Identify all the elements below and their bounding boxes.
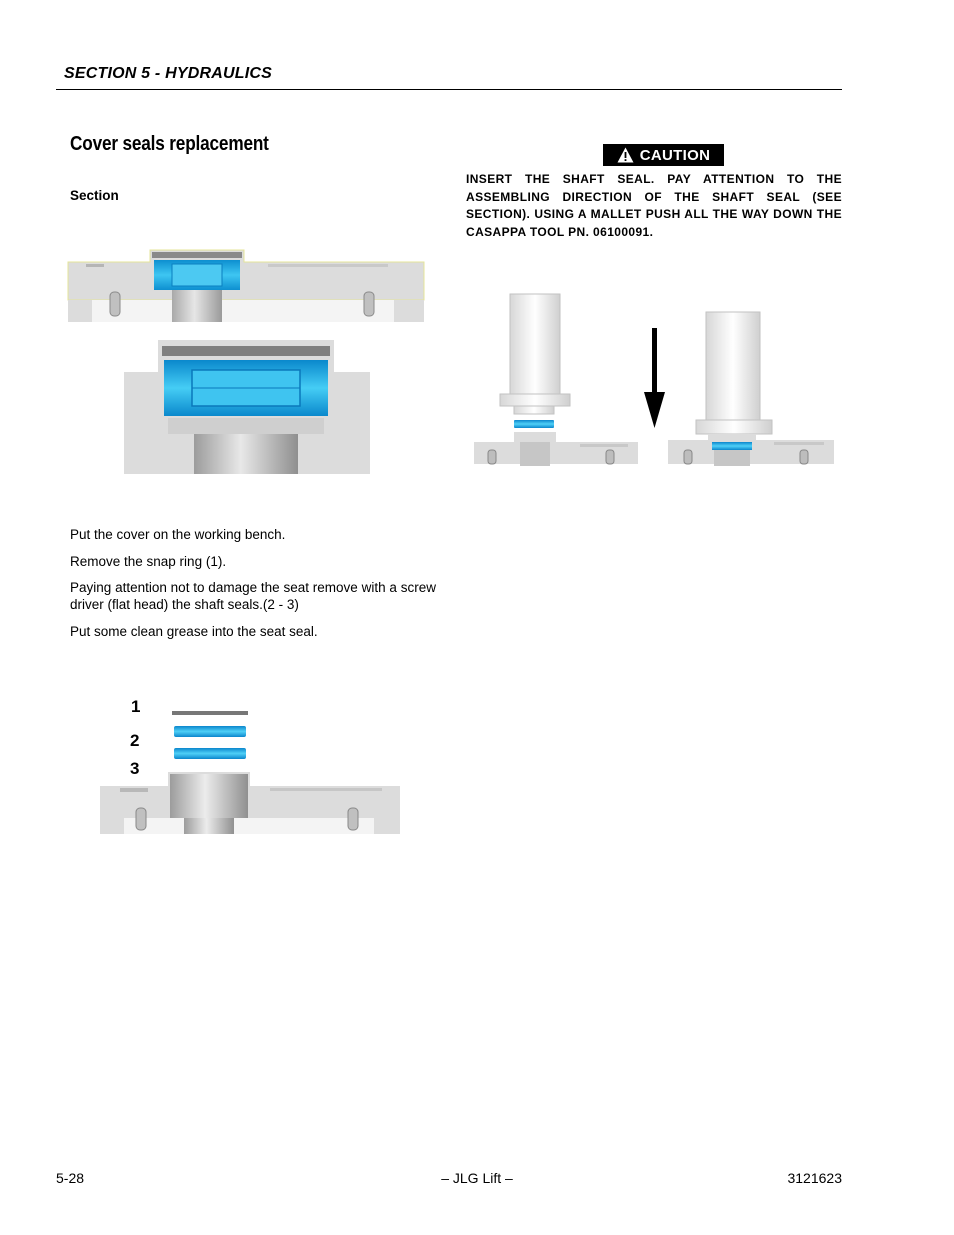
warning-triangle-icon	[617, 147, 634, 163]
header-rule	[56, 89, 842, 90]
step-2: Remove the snap ring (1).	[70, 554, 227, 569]
down-arrow-icon	[644, 328, 665, 428]
section-header: SECTION 5 - HYDRAULICS	[64, 65, 272, 82]
cover-section-illustration	[68, 246, 424, 322]
cover-section-detail-illustration	[124, 338, 370, 474]
page-title: Cover seals replacement	[70, 133, 269, 155]
footer-doc-number: 3121623	[787, 1170, 842, 1186]
section-label: Section	[70, 188, 119, 203]
step-1: Put the cover on the working bench.	[70, 527, 286, 542]
callout-1: 1	[131, 697, 141, 716]
caution-label: CAUTION	[639, 146, 711, 164]
exploded-seals-illustration	[100, 700, 400, 834]
step-3: Paying attention not to damage the seat remove with a screw driver (flat head) the shaft seals.(2 - 3)	[70, 580, 436, 612]
callout-3: 3	[130, 759, 140, 778]
step-4: Put some clean grease into the seat seal.	[70, 624, 318, 639]
caution-badge	[603, 144, 724, 166]
callout-2: 2	[130, 731, 140, 750]
footer-page-number: 5-28	[56, 1170, 85, 1186]
seal-insertion-illustration	[474, 292, 838, 468]
caution-text: INSERT THE SHAFT SEAL. PAY ATTENTION TO THE ASSEMBLING DIRECTION OF THE SHAFT SEAL (SEE SECTION). USING A MALLET PUSH ALL THE WAY DOWN THE CASAPPA TOOL PN. 06100091.	[466, 172, 842, 239]
footer-center: – JLG Lift –	[441, 1170, 513, 1186]
